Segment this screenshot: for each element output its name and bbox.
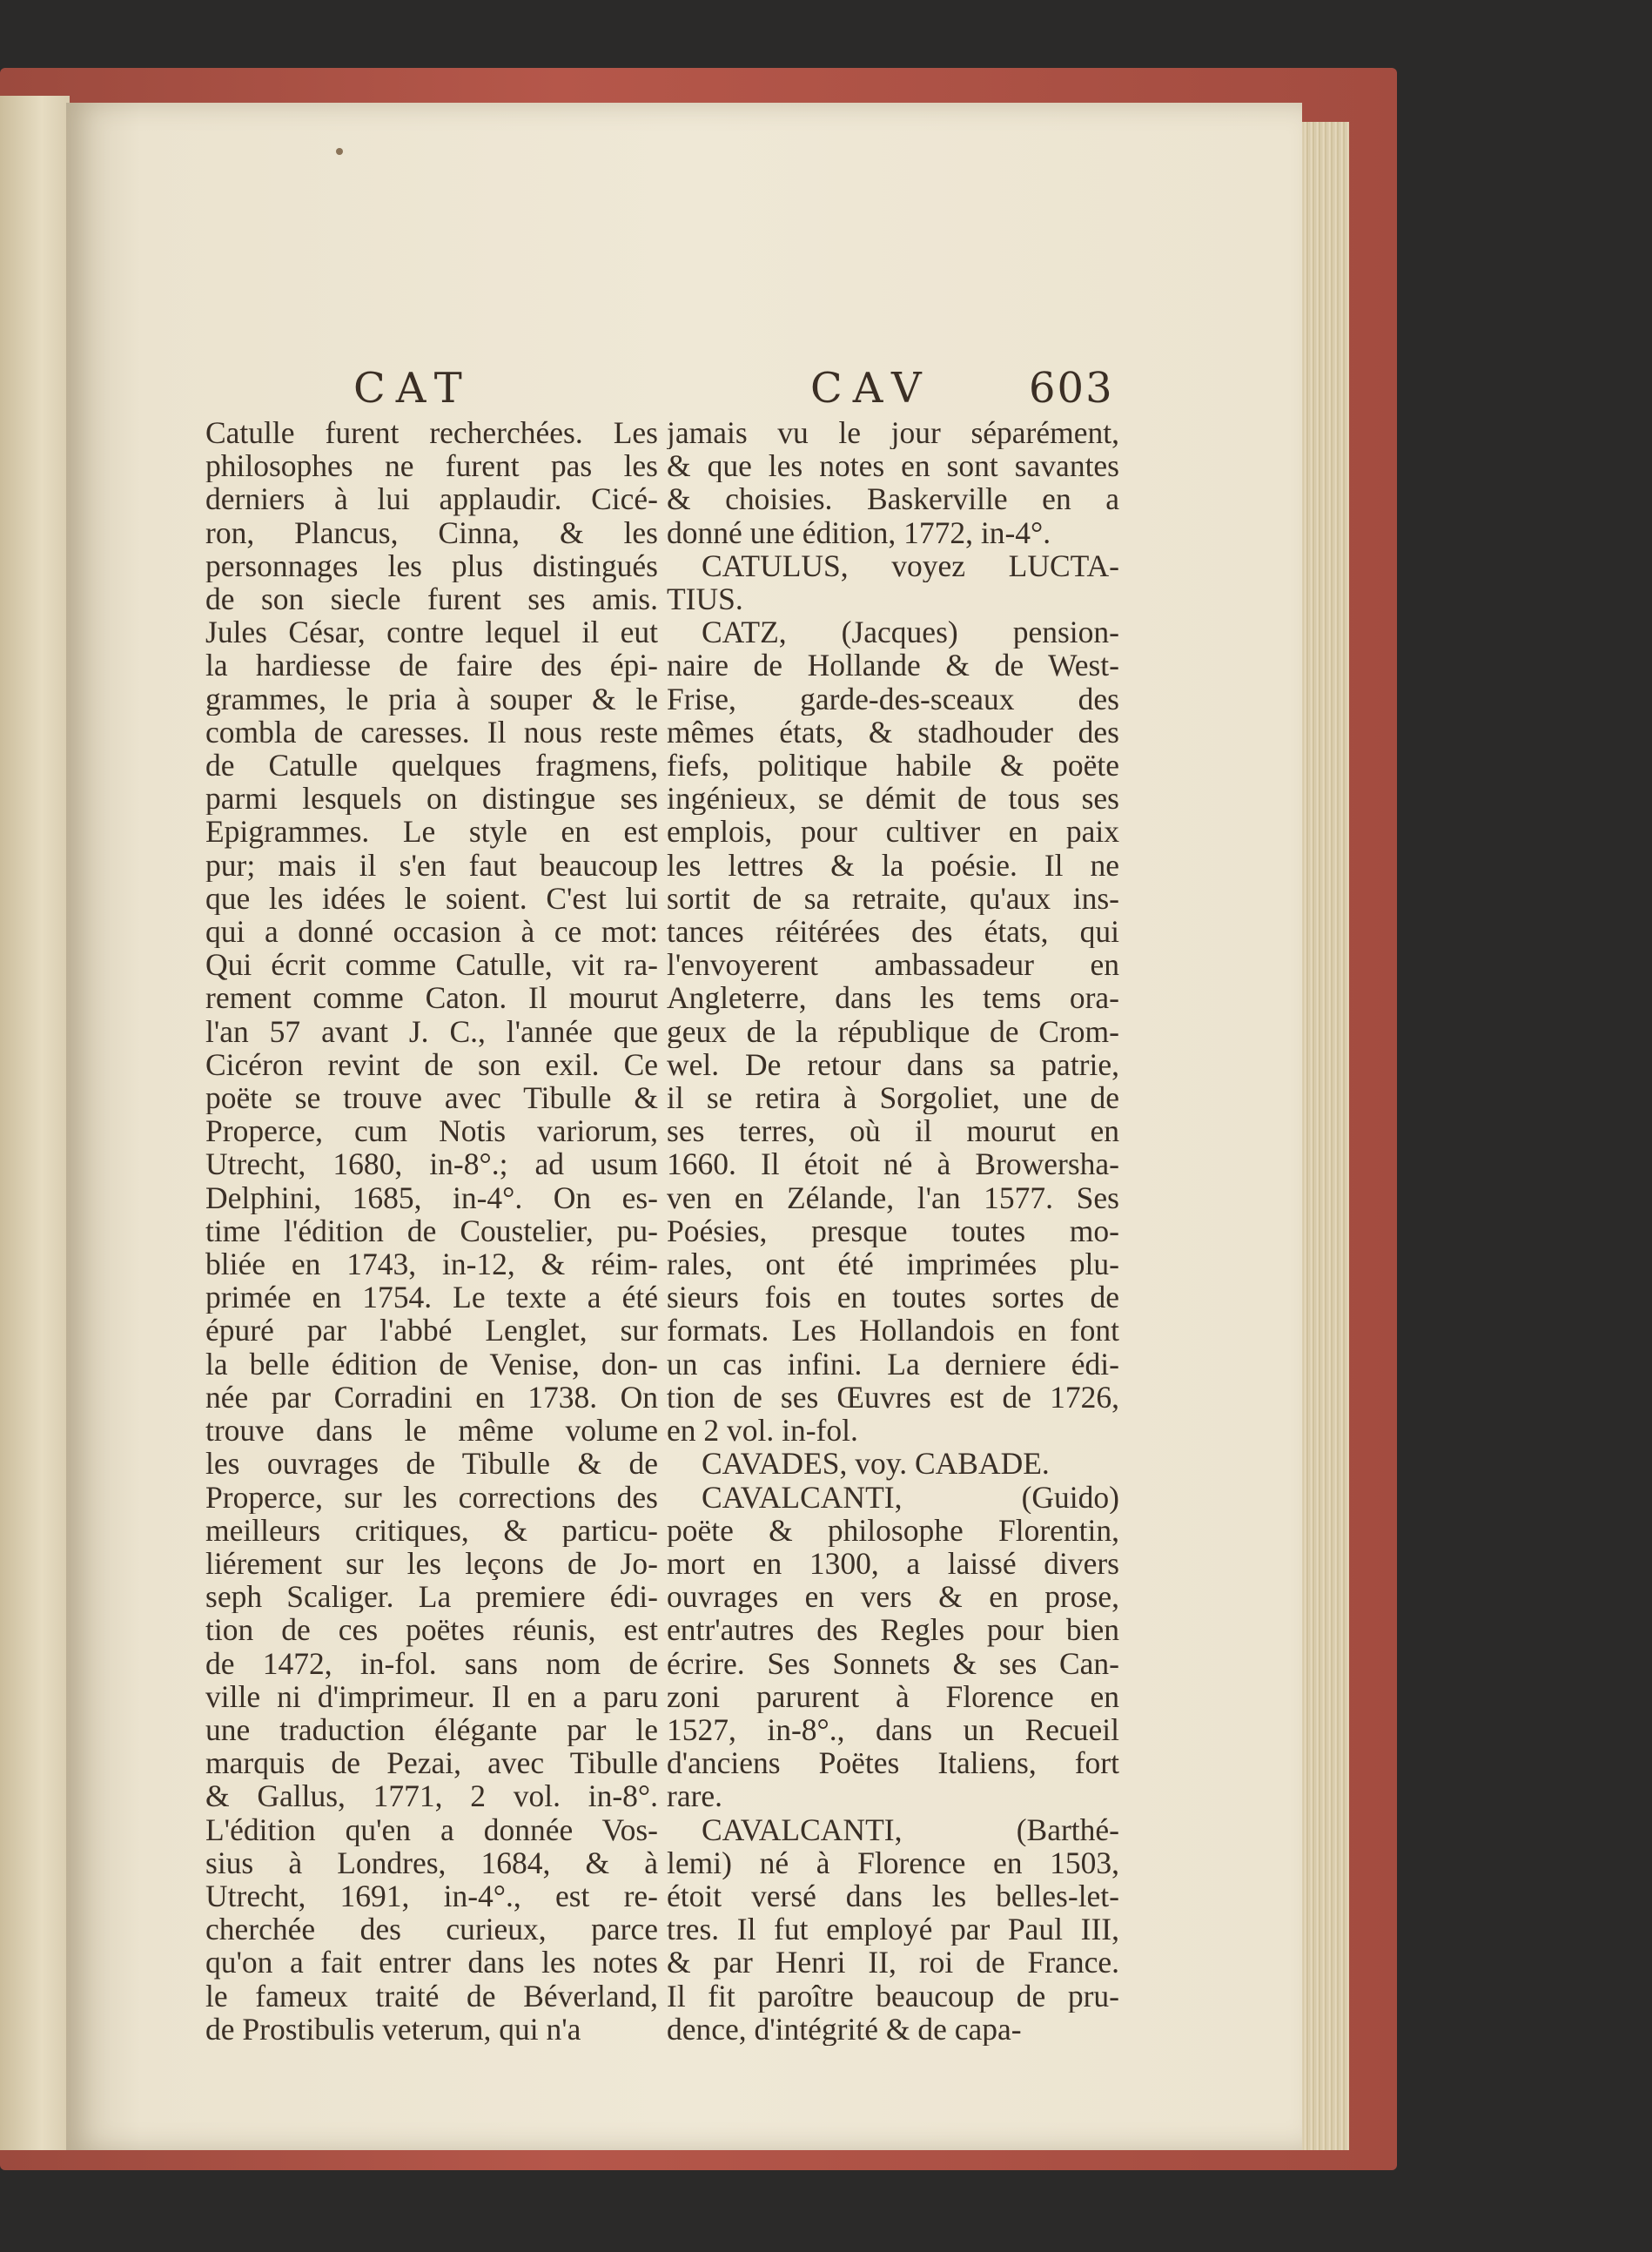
text-line: l'an 57 avant J. C., l'année que <box>205 1014 658 1048</box>
text-line: tances réitérées des états, qui <box>667 915 1119 949</box>
text-line: née par Corradini en 1738. On <box>205 1380 658 1415</box>
text-line: wel. De retour dans sa patrie, <box>667 1047 1119 1082</box>
text-line: liérement sur les leçons de Jo- <box>205 1546 658 1581</box>
text-line: de 1472, in-fol. sans nom de <box>205 1646 658 1680</box>
text-line: d'anciens Poëtes Italiens, fort <box>667 1746 1119 1780</box>
text-line: CAVADES, voy. CABADE. <box>702 1447 1050 1481</box>
text-line: trouve dans le même volume <box>205 1414 658 1448</box>
text-line: primée en 1754. Le texte a été <box>205 1281 658 1314</box>
text-line: rare. <box>667 1779 723 1813</box>
text-line: Utrecht, 1680, in-8°.; ad usum <box>205 1147 658 1181</box>
text-line: seph Scaliger. La premiere édi- <box>205 1580 658 1614</box>
text-line: qui a donné occasion à ce mot: <box>205 915 658 949</box>
left-column <box>205 416 658 2046</box>
text-line: Properce, cum Notis variorum, <box>205 1114 658 1148</box>
text-line: Catulle furent recherchées. Les <box>205 416 658 450</box>
text-line: 1660. Il étoit né à Browersha- <box>667 1147 1119 1181</box>
text-line: l'envoyerent ambassadeur en <box>667 948 1119 982</box>
text-line: ville ni d'imprimeur. Il en a paru <box>205 1679 658 1713</box>
text-line: jamais vu le jour séparément, <box>667 416 1119 450</box>
text-line: Frise, garde-des-sceaux des <box>667 682 1119 716</box>
text-line: bliée en 1743, in-12, & réim- <box>205 1247 658 1281</box>
running-head-left: CAT <box>353 364 473 413</box>
text-line: entr'autres des Regles pour bien <box>667 1613 1119 1647</box>
text-line: rales, ont été imprimées plu- <box>667 1247 1119 1281</box>
text-line: TIUS. <box>667 582 743 616</box>
text-line: mort en 1300, a laissé divers <box>667 1546 1119 1581</box>
text-line: tion de ces poëtes réunis, est <box>205 1613 658 1647</box>
text-line: dence, d'intégrité & de capa- <box>667 2012 1022 2046</box>
text-line: Cicéron revint de son exil. Ce <box>205 1047 658 1082</box>
text-line: combla de caresses. Il nous reste <box>205 715 658 750</box>
text-line: tion de ses Œuvres est de 1726, <box>667 1380 1119 1415</box>
text-line: Epigrammes. Le style en est <box>205 815 658 849</box>
running-head-right: CAV <box>810 364 932 413</box>
text-line: cherchée des curieux, parce <box>205 1913 658 1946</box>
text-line: sius à Londres, 1684, & à <box>205 1845 658 1879</box>
text-line: poëte se trouve avec Tibulle & <box>205 1081 658 1115</box>
text-line: emplois, pour cultiver en paix <box>667 815 1119 849</box>
text-line: les ouvrages de Tibulle & de <box>205 1447 658 1481</box>
text-line: épuré par l'abbé Lenglet, sur <box>205 1314 658 1348</box>
text-line: Delphini, 1685, in-4°. On es- <box>205 1180 658 1214</box>
text-line: ouvrages en vers & en prose, <box>667 1580 1119 1614</box>
text-line: parmi lesquels on distingue ses <box>205 782 658 816</box>
text-line: geux de la république de Crom- <box>667 1014 1119 1048</box>
text-line: écrire. Ses Sonnets & ses Can- <box>667 1646 1119 1680</box>
text-line: philosophes ne furent pas les <box>205 449 658 483</box>
text-line: Il fit paroître beaucoup de pru- <box>667 1979 1119 2013</box>
text-line: 1527, in-8°., dans un Recueil <box>667 1712 1119 1747</box>
page-block-edge <box>1297 122 1349 2150</box>
text-line: time l'édition de Coustelier, pu- <box>205 1213 658 1248</box>
text-line: personnages les plus distingués <box>205 548 658 583</box>
text-line: Jules César, contre lequel il eut <box>205 615 658 649</box>
right-column <box>667 416 1119 2046</box>
text-line: derniers à lui applaudir. Cicé- <box>205 482 658 516</box>
page-number: 603 <box>1029 364 1114 413</box>
text-line: & par Henri II, roi de France. <box>667 1946 1119 1980</box>
text-line: donné une édition, 1772, in-4°. <box>667 515 1051 549</box>
text-line: pur; mais il s'en faut beaucoup <box>205 848 658 882</box>
text-line: un cas infini. La derniere édi- <box>667 1347 1119 1381</box>
text-line: ingénieux, se démit de tous ses <box>667 782 1119 816</box>
text-line: la belle édition de Venise, don- <box>205 1347 658 1381</box>
text-line: sieurs fois en toutes sortes de <box>667 1281 1119 1314</box>
text-line: & que les notes en sont savantes <box>667 449 1119 483</box>
text-line: le fameux traité de Béverland, <box>205 1979 658 2013</box>
text-line: L'édition qu'en a donnée Vos- <box>205 1812 658 1846</box>
text-line: poëte & philosophe Florentin, <box>667 1513 1119 1547</box>
text-line: la hardiesse de faire des épi- <box>205 649 658 682</box>
text-line: Angleterre, dans les tems ora- <box>667 981 1119 1015</box>
text-line: fiefs, politique habile & poëte <box>667 749 1119 783</box>
book-page <box>66 103 1302 2150</box>
text-line: de son siecle furent ses amis. <box>205 582 658 616</box>
text-line: mêmes états, & stadhouder des <box>667 715 1119 750</box>
text-line: CAVALCANTI, (Barthé- <box>702 1812 1119 1846</box>
text-line: marquis de Pezai, avec Tibulle <box>205 1746 658 1780</box>
text-line: en 2 vol. in-fol. <box>667 1414 858 1448</box>
text-line: CATZ, (Jacques) pension- <box>702 615 1119 649</box>
text-line: étoit versé dans les belles-let- <box>667 1879 1119 1913</box>
text-line: CAVALCANTI, (Guido) <box>702 1480 1119 1514</box>
text-line: les lettres & la poésie. Il ne <box>667 848 1119 882</box>
text-line: lemi) né à Florence en 1503, <box>667 1845 1119 1879</box>
text-line: il se retira à Sorgoliet, une de <box>667 1081 1119 1115</box>
text-line: & choisies. Baskerville en a <box>667 482 1119 516</box>
ink-spot <box>336 148 343 155</box>
text-line: Properce, sur les corrections des <box>205 1480 658 1514</box>
text-line: tres. Il fut employé par Paul III, <box>667 1913 1119 1946</box>
text-line: Poésies, presque toutes mo- <box>667 1213 1119 1248</box>
text-line: rement comme Caton. Il mourut <box>205 981 658 1015</box>
text-line: formats. Les Hollandois en font <box>667 1314 1119 1348</box>
text-line: zoni parurent à Florence en <box>667 1679 1119 1713</box>
text-line: qu'on a fait entrer dans les notes <box>205 1946 658 1980</box>
text-line: grammes, le pria à souper & le <box>205 682 658 716</box>
text-line: sortit de sa retraite, qu'aux ins- <box>667 881 1119 916</box>
left-page-edge <box>0 96 70 2150</box>
text-line: Qui écrit comme Catulle, vit ra- <box>205 948 658 982</box>
text-line: ven en Zélande, l'an 1577. Ses <box>667 1180 1119 1214</box>
text-line: meilleurs critiques, & particu- <box>205 1513 658 1547</box>
text-line: que les idées le soient. C'est lui <box>205 881 658 916</box>
text-line: & Gallus, 1771, 2 vol. in-8°. <box>205 1779 658 1813</box>
text-line: Utrecht, 1691, in-4°., est re- <box>205 1879 658 1913</box>
text-line: de Prostibulis veterum, qui n'a <box>205 2012 581 2046</box>
text-line: ses terres, où il mourut en <box>667 1114 1119 1148</box>
text-line: CATULUS, voyez LUCTA- <box>702 548 1119 583</box>
text-line: une traduction élégante par le <box>205 1712 658 1747</box>
text-line: ron, Plancus, Cinna, & les <box>205 515 658 549</box>
text-line: naire de Hollande & de West- <box>667 649 1119 682</box>
text-line: de Catulle quelques fragmens, <box>205 749 658 783</box>
